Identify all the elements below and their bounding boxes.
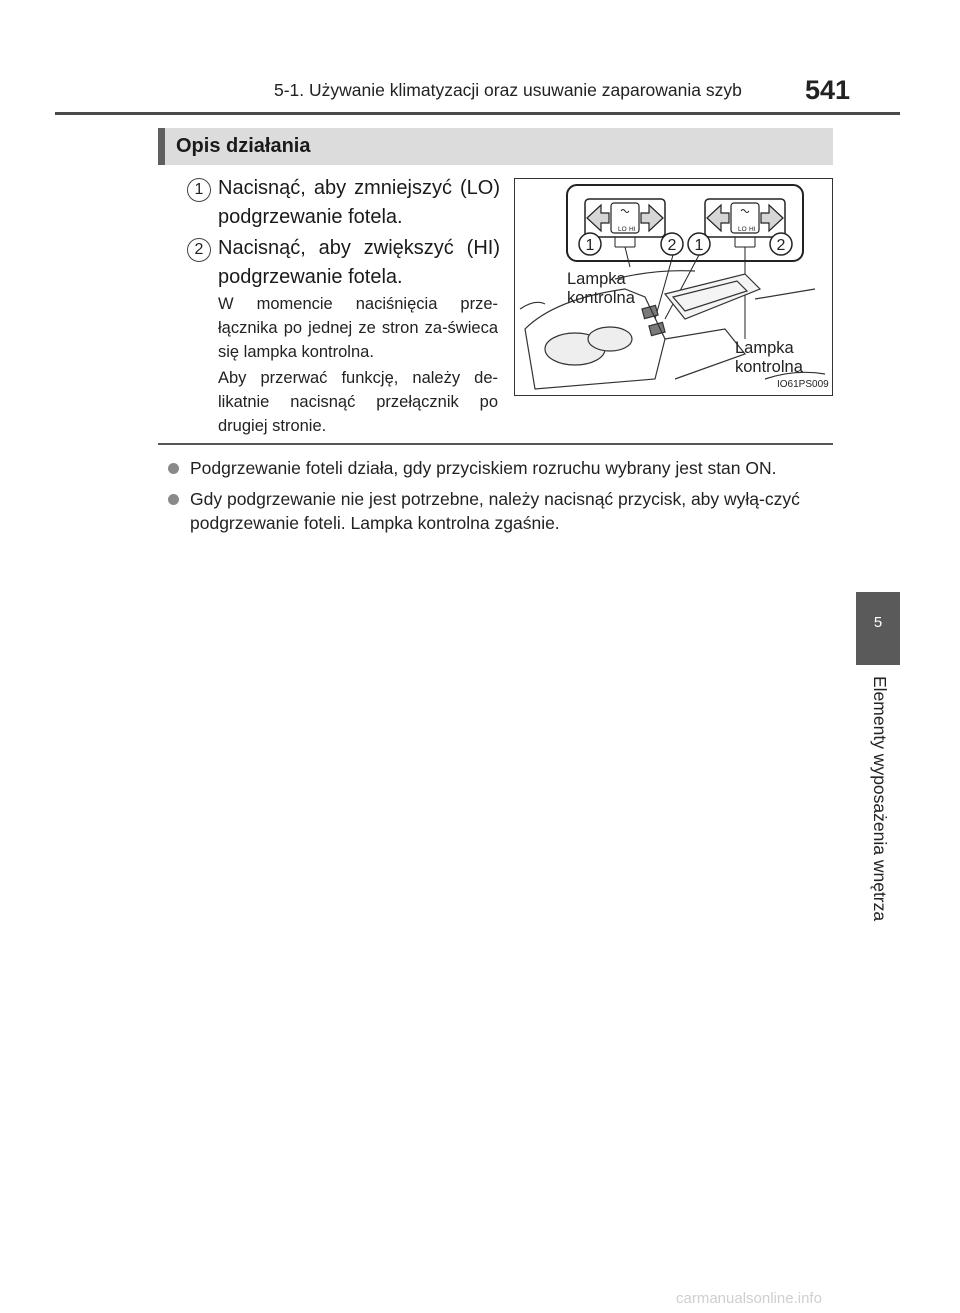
svg-text:LO: LO	[618, 226, 627, 233]
chapter-number: 5	[873, 614, 883, 631]
header-rule	[55, 112, 900, 115]
note-cancel-function: Aby przerwać funkcję, należy de-likatnie nacisnąć przełącznik po drugiej stronie.	[218, 369, 498, 435]
indicator-lamp-label-right: Lampka kontrolna	[735, 339, 803, 376]
svg-text:LO: LO	[738, 226, 747, 233]
right-seat-heater-switch	[705, 199, 785, 237]
watermark: carmanualsonline.info	[676, 1290, 822, 1307]
section-heading-bar	[158, 128, 833, 165]
left-seat-heater-switch	[585, 199, 665, 237]
step-1-text: Nacisnąć, aby zmniejszyć (LO) podgrzewanie fotela.	[218, 177, 500, 228]
section-title: Opis działania	[176, 135, 311, 157]
svg-text:HI: HI	[749, 226, 756, 233]
seat-heater-figure	[514, 178, 833, 396]
indicator-lamp-label-left: Lampka kontrolna	[567, 270, 635, 307]
page-number: 541	[805, 75, 851, 105]
bullet-item-turn-off: Gdy podgrzewanie nie jest potrzebne, należy nacisnąć przycisk, aby wyłą-czyć podgrzewanie foteli. Lampka kontrolna zgaśnie.	[190, 489, 800, 533]
svg-text:1: 1	[585, 237, 595, 254]
note-indicator-light: W momencie naciśnięcia prze-łącznika po jednej ze stron za-świeca się lampka kontrolna.	[218, 295, 498, 361]
bullet-dot	[168, 494, 179, 505]
bullet-dot	[168, 463, 179, 474]
step-2-text: Nacisnąć, aby zwiększyć (HI) podgrzewanie fotela.	[218, 237, 500, 288]
svg-text:2: 2	[667, 237, 677, 254]
bullet-item-on-state: Podgrzewanie foteli działa, gdy przyciskiem rozruchu wybrany jest stan ON.	[190, 458, 777, 478]
section-divider	[158, 443, 833, 445]
svg-text:HI: HI	[629, 226, 636, 233]
running-header: 5-1. Używanie klimatyzacji oraz usuwanie zaparowania szyb	[274, 80, 742, 100]
figure-code: IO61PS009	[777, 379, 829, 390]
chapter-label: Elementy wyposażenia wnętrza	[870, 676, 890, 922]
chapter-tab	[856, 592, 900, 665]
svg-text:1: 1	[694, 237, 704, 254]
section-heading-accent	[158, 128, 165, 165]
step-1-number-badge: 1	[187, 178, 211, 202]
svg-text:2: 2	[776, 237, 786, 254]
step-2-number-badge: 2	[187, 238, 211, 262]
